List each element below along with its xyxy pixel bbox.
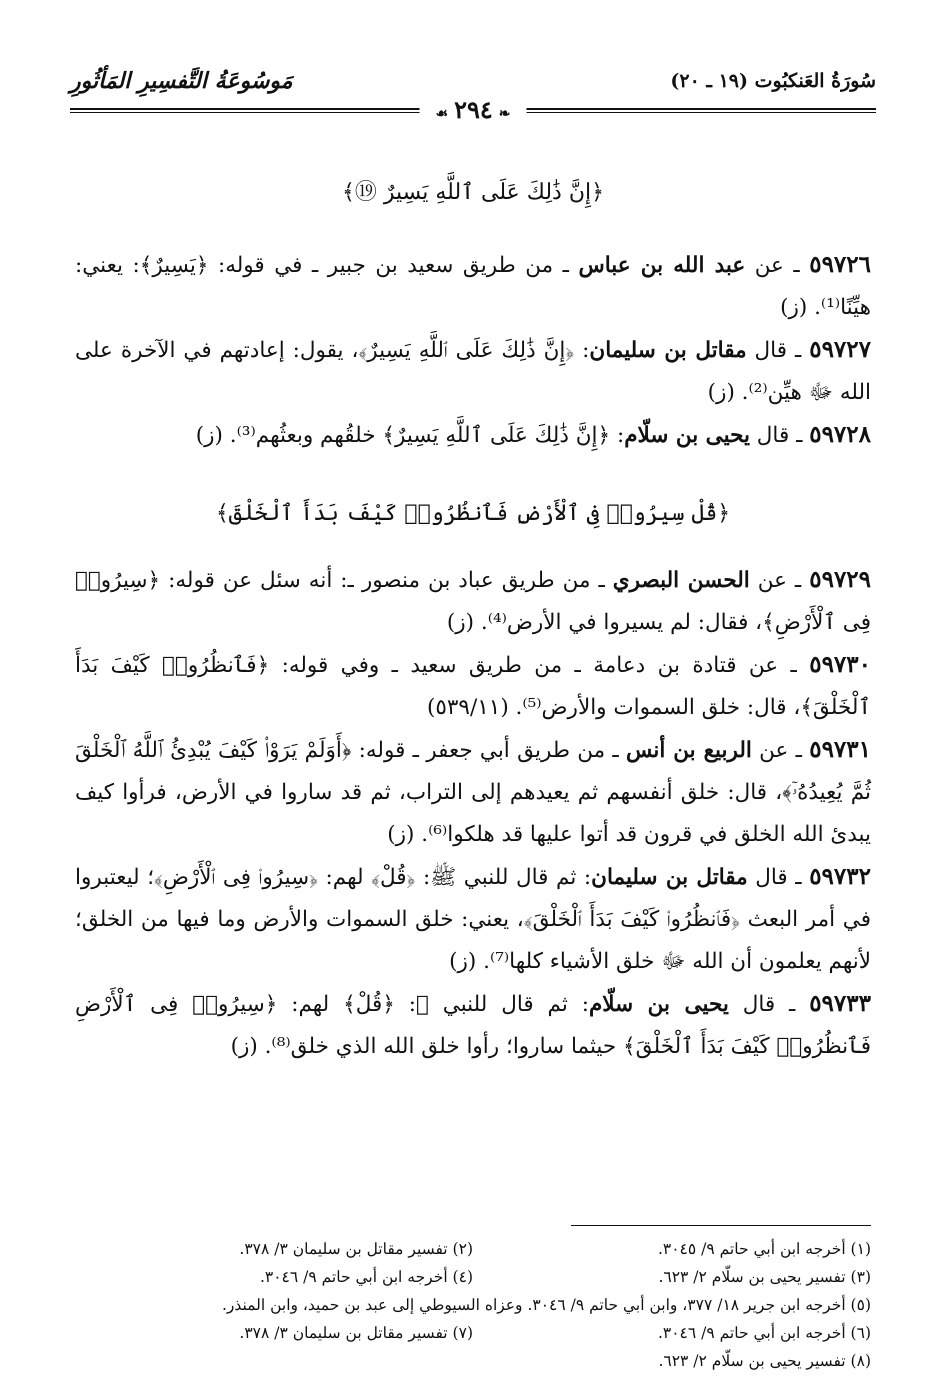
entry-number: ٥٩٧٣٣ [809, 990, 871, 1017]
narrator-name: مقاتل بن سليمان [591, 865, 748, 890]
entry-connector: ـ قال [728, 992, 810, 1017]
narrator-name: عبد الله بن عباس [578, 253, 746, 278]
entry-number: ٥٩٧٢٦ [809, 251, 871, 278]
main-text [75, 160, 871, 1068]
footnote: (٢) تفسير مقاتل بن سليمان ٣/ ٣٧٨. [239, 1240, 473, 1258]
footnote-row [75, 1263, 871, 1291]
narrator-name: يحيى بن سلّام [588, 992, 729, 1017]
footnote-row [75, 1319, 871, 1347]
footnote: (١) أخرجه ابن أبي حاتم ٩/ ٣٠٤٥. [657, 1240, 871, 1258]
verse-heading-1: ﴿إِنَّ ذَٰلِكَ عَلَى ٱللَّهِ يَسِيرٌ ⑲﴾ [341, 180, 604, 205]
narrator-name: الربيع بن أنس [625, 738, 752, 763]
entry-text: : ثم قال للنبي ﷺ: ﴿قُلْ﴾ لهم: ﴿سِيرُوا۟ فِى ٱلْأَرْضِ فَٱنظُرُوا۟ كَيْفَ بَدَأَ ٱلْخَلْقَ﴾ حيثما ساروا؛ رأوا خلق الله الذي خلق⁽⁸⁾. (ز) [75, 992, 871, 1059]
verse-heading-2: ﴿قُلْ سِيرُوا۟ فِى ٱلْأَرْضِ فَٱنظُرُوا۟ كَيْفَ بَدَأَ ٱلْخَلْقَ﴾ [215, 501, 731, 526]
entry-text: ـ من طريق أبي جعفر ـ قوله: ﴿أَوَلَمْ يَرَوْا۟ كَيْفَ يُبْدِئُ ٱللَّهُ ٱلْخَلْقَ ثُمَّ يُعِيدُهُۥٓ﴾، قال: خلق أنفسهم ثم يعيدهم إلى التراب، ثم قد ساروا في الأرض، فرأوا كيف يبدئ الله الخلق في قرون قد أتوا عليها قد هلكوا⁽⁶⁾. (ز) [75, 738, 871, 847]
entry [75, 559, 871, 644]
entry-connector: ـ قال [749, 423, 810, 448]
footnote-row [75, 1235, 871, 1263]
narrator-name: الحسن البصري [612, 568, 750, 593]
entry-connector: ـ عن [736, 653, 810, 678]
entry-text: قتادة بن دعامة ـ من طريق سعيد ـ وفي قوله: ﴿فَٱنظُرُوا۟ كَيْفَ بَدَأَ ٱلْخَلْقَ﴾، قال: خلق السموات والأرض⁽⁵⁾. (٥٣٩/١١) [75, 653, 871, 720]
entry-connector: ـ عن [745, 253, 810, 278]
entry-number: ٥٩٧٢٧ [809, 336, 871, 363]
entry [75, 729, 871, 856]
entry-connector: ـ عن [751, 738, 810, 763]
entry-text: : ثم قال للنبي ﷺ: ﴿قُلْ﴾ لهم: ﴿سِيرُوا۟ فِى ٱلْأَرْضِ﴾؛ ليعتبروا في أمر البعث ﴿فَٱنظُرُوا۟ كَيْفَ بَدَأَ ٱلْخَلْقَ﴾، يعني: خلق السموات والأرض وما فيها من الخلق؛ لأنهم يعلمون أن الله ﷻ خلق الأشياء كلها⁽⁷⁾. (ز) [75, 865, 871, 974]
entry-text: ـ من طريق سعيد بن جبير ـ في قوله: ﴿يَسِيرٌ﴾: يعني: هيِّنًا⁽¹⁾. (ز) [75, 253, 871, 320]
entry-connector: ـ عن [749, 568, 810, 593]
entry-text: : ﴿إِنَّ ذَٰلِكَ عَلَى ٱللَّهِ يَسِيرٌ﴾ خلقُهم وبعثُهم⁽³⁾. (ز) [195, 423, 625, 448]
entry-number: ٥٩٧٣١ [809, 736, 871, 763]
entry-connector: ـ قال [746, 338, 810, 363]
entry [75, 856, 871, 983]
footnote: (٧) تفسير مقاتل بن سليمان ٣/ ٣٧٨. [239, 1324, 473, 1342]
entry [75, 983, 871, 1068]
narrator-name: يحيى بن سلّام [624, 423, 750, 448]
page-number-box [420, 95, 527, 124]
entry-number: ٥٩٧٢٨ [809, 421, 871, 448]
entry-text: : ﴿إِنَّ ذَٰلِكَ عَلَى ٱللَّهِ يَسِيرٌ﴾، يقول: إعادتهم في الآخرة على الله ﷻ هيِّن⁽²⁾. (ز) [75, 338, 871, 405]
ornament-icon: ❧ [498, 106, 511, 122]
surah-title: سُورَةُ العَنكبُوت (١٩ ـ ٢٠) [670, 70, 876, 92]
entry-text: ـ من طريق عباد بن منصور ـ: أنه سئل عن قوله: ﴿سِيرُوا۟ فِى ٱلْأَرْضِ﴾، فقال: لم يسيروا في الأرض⁽⁴⁾. (ز) [75, 568, 871, 635]
entry-number: ٥٩٧٣٢ [809, 863, 871, 890]
book-title: مَوسُوعَةُ التَّفسِيرِ المَأثُورِ [70, 68, 293, 94]
footnote: (٥) أخرجه ابن جرير ١٨/ ٣٧٧، وابن أبي حاتم ٩/ ٣٠٤٦. وعزاه السيوطي إلى عبد بن حميد، وابن المنذر. [221, 1296, 871, 1314]
footnote-rule [571, 1225, 871, 1226]
footnote: (٣) تفسير يحيى بن سلّام ٢/ ٦٢٣. [658, 1268, 871, 1286]
narrator-name: مقاتل بن سليمان [589, 338, 747, 363]
page-number: ٢٩٤ [454, 95, 493, 124]
footnote: (٦) أخرجه ابن أبي حاتم ٩/ ٣٠٤٦. [657, 1324, 871, 1342]
entry [75, 414, 871, 457]
entry [75, 644, 871, 729]
entry-connector: ـ قال [747, 865, 810, 890]
footnotes [75, 1235, 871, 1375]
footnote: (٨) تفسير يحيى بن سلّام ٢/ ٦٢٣. [658, 1352, 871, 1370]
footnote: (٤) أخرجه ابن أبي حاتم ٩/ ٣٠٤٦. [259, 1268, 473, 1286]
ornament-icon: ☙ [435, 106, 449, 122]
entry-number: ٥٩٧٢٩ [809, 566, 872, 593]
entry [75, 244, 871, 329]
entry [75, 329, 871, 414]
entry-number: ٥٩٧٣٠ [809, 651, 871, 678]
